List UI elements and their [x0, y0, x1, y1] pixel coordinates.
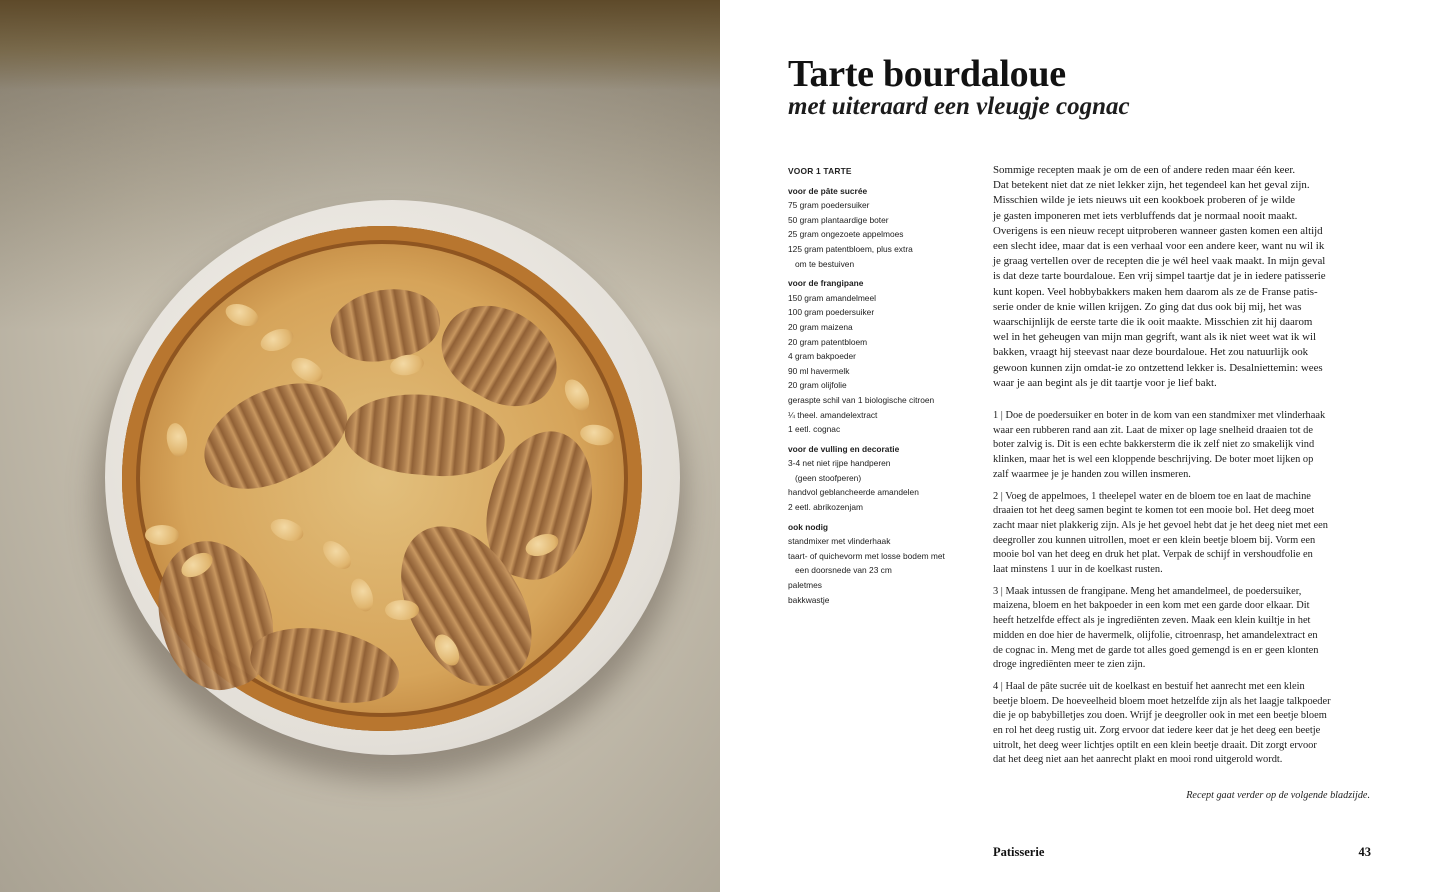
step-line: zacht maar niet plakkerig zijn. Als je het gevoel hebt dat je het deeg niet met een: [993, 519, 1328, 531]
ingredient-item: handvol geblancheerde amandelen: [788, 487, 919, 498]
step-line: uitrolt, het deeg weer lichtjes optilt en een klein beetje draait. Dit zorgt ervoor: [993, 739, 1317, 751]
step-line: 4 | Haal de pâte sucrée uit de koelkast en bestuif het aanrecht met een klein: [993, 680, 1305, 692]
intro-line: waar je aan begint als je dit taartje voor je lief bakt.: [993, 376, 1217, 389]
ingredient-item: 1 eetl. cognac: [788, 424, 841, 435]
ingredient-item: (geen stoofperen): [795, 472, 862, 483]
step-line: zalf waarmee je je handen zou willen insmeren.: [993, 468, 1191, 480]
ingredient-item: 125 gram patentbloem, plus extra: [788, 243, 913, 254]
intro-line: een slecht idee, maar dat is een verhaal voor een andere keer, want nu wil ik: [993, 240, 1325, 253]
step-line: droge ingrediënten meer te zien zijn.: [993, 659, 1146, 671]
continued-note: Recept gaat verder op de volgende bladzijde.: [1186, 790, 1370, 801]
intro-line: Overigens is een nieuw recept uitproberen wanneer gasten komen een altijd: [993, 224, 1323, 237]
ingredient-item: een doorsnede van 23 cm: [795, 565, 892, 576]
step-line: waar een rubberen rand aan zit. Laat de mixer op lage snelheid draaien tot de: [993, 424, 1313, 436]
step-line: beetje bloem. De hoeveelheid bloem moet hetzelfde zijn als het laagje talkpoeder: [993, 695, 1331, 707]
method-steps: [993, 409, 1373, 775]
ingredient-item: 50 gram plantaardige boter: [788, 214, 889, 225]
ingredient-group-title: ook nodig: [788, 521, 829, 532]
intro-line: Sommige recepten maak je om de een of andere reden maar één keer.: [993, 164, 1296, 176]
recipe-subtitle: met uiteraard een vleugje cognac: [788, 93, 1130, 120]
ingredient-item: taart- of quichevorm met losse bodem met: [788, 550, 945, 561]
ingredient-item: 4 gram bakpoeder: [788, 351, 856, 362]
step-line: heeft hetzelfde effect als je ingrediënten zeven. Maak een klein kuiltje in het: [993, 615, 1311, 627]
ingredient-item: paletmes: [788, 580, 822, 591]
ingredient-item: 2 eetl. abrikozenjam: [788, 502, 863, 513]
intro-line: gewoon kunnen zijn omdat-ie zo ontzettend lekker is. Desalniettemin: wees: [993, 361, 1323, 374]
step-line: maizena, bloem en het bakpoeder in een kom met een garde door elkaar. Dit: [993, 600, 1310, 612]
ingredient-item: 90 ml havermelk: [788, 365, 850, 376]
ingredient-item: ¼ theel. amandelextract: [788, 409, 878, 420]
recipe-page: [720, 0, 1440, 892]
intro-line: kunt kopen. Veel hobbybakkers maken hem daarom als ze de Franse patis-: [993, 285, 1318, 298]
ingredient-item: standmixer met vlinderhaak: [788, 536, 891, 547]
step-line: de cognac in. Meng met de garde tot alles goed gemengd is en er geen klonten: [993, 644, 1319, 656]
ingredients-list: [788, 164, 978, 607]
step-line: en rol het deeg rustig uit. Zorg ervoor dat iedere keer dat je het deeg een beetje: [993, 725, 1321, 737]
method-step: [993, 585, 1373, 673]
almond: [385, 600, 419, 620]
method-step: [993, 490, 1373, 578]
dried-flowers: [0, 0, 720, 90]
ingredient-item: 20 gram olijfolie: [788, 380, 847, 391]
footer-section-title: Patisserie: [993, 845, 1045, 859]
step-line: die je op babybilletjes zou doen. Wrijf je deegroller ook in met een beetje bloem: [993, 710, 1327, 722]
ingredient-item: om te bestuiven: [795, 258, 855, 269]
intro-line: waarschijnlijk de eerste tarte die ik ooit maakte. Misschien zit hij daarom: [993, 316, 1313, 329]
intro-line: is dat deze tarte bourdaloue. Een vrij simpel taartje dat je in iedere patisserie: [993, 270, 1326, 283]
ingredient-item: 20 gram patentbloem: [788, 336, 868, 347]
ingredient-item: 25 gram ongezoete appelmoes: [788, 229, 904, 240]
intro-line: wel in het geheugen van mijn man gegrift, want als ik niet weet wat ik wil: [993, 331, 1317, 344]
step-line: klinken, maar het is wel een kloppende beschrijving. De boter moet lijken op: [993, 454, 1314, 466]
step-line: 2 | Voeg de appelmoes, 1 theelepel water en de bloem toe en laat de machine: [993, 490, 1311, 502]
servings-heading: VOOR 1 TARTE: [788, 166, 852, 176]
step-line: 3 | Maak intussen de frangipane. Meng het amandelmeel, de poedersuiker,: [993, 585, 1302, 597]
step-line: boter zalvig is. Dit is een echte bakkersterm die ik zelf niet zo smakelijk vind: [993, 439, 1315, 451]
ingredient-group-title: voor de pâte sucrée: [788, 185, 868, 196]
ingredient-item: geraspte schil van 1 biologische citroen: [788, 394, 935, 405]
page-number: 43: [1358, 845, 1371, 859]
ingredient-item: 100 gram poedersuiker: [788, 307, 875, 318]
method-step: [993, 409, 1373, 483]
step-line: draaien tot het deeg samen begint te komen tot een mooie bol. Het deeg moet: [993, 505, 1315, 517]
intro-paragraph: [993, 163, 1373, 391]
step-line: midden en doe hier de havermelk, olijfolie, citroenrasp, het amandelextract en: [993, 629, 1318, 641]
ingredient-group-title: voor de frangipane: [788, 278, 864, 289]
recipe-title: Tarte bourdaloue: [788, 53, 1066, 95]
intro-line: je gasten imponeren met iets verbluffends dat je normaal nooit maakt.: [993, 209, 1298, 222]
intro-line: bakken, vraagt hij steevast naar deze bourdaloue. Het zou natuurlijk ook: [993, 346, 1309, 359]
ingredient-item: 150 gram amandelmeel: [788, 292, 876, 303]
ingredient-item: 75 gram poedersuiker: [788, 200, 870, 211]
intro-line: je graag vertellen over de recepten die je wél heel vaak maakt. In mijn geval: [993, 255, 1326, 268]
step-line: laat minstens 1 uur in de koelkast rusten.: [993, 564, 1163, 576]
step-line: deegroller zou kunnen uitrollen, moet er een klein beetje bloem bij. Vorm een: [993, 534, 1316, 546]
ingredient-group-title: voor de vulling en decoratie: [788, 443, 900, 454]
ingredient-item: bakkwastje: [788, 594, 830, 605]
method-step: [993, 680, 1373, 768]
intro-line: serie onder de knie willen krijgen. Zo ging dat dus ook bij mij, het was: [993, 300, 1302, 313]
ingredient-item: 3-4 net niet rijpe handperen: [788, 458, 891, 469]
intro-line: Dat betekent niet dat ze niet lekker zijn, het tegendeel kan het geval zijn.: [993, 179, 1310, 192]
step-line: 1 | Doe de poedersuiker en boter in de kom van een standmixer met vlinderhaak: [993, 410, 1326, 421]
intro-line: Misschien wilde je iets nieuws uit een kookboek proberen of je wilde: [993, 194, 1296, 207]
step-line: dat het deeg niet aan het aanrecht plakt en mooi rond uitgerold wordt.: [993, 754, 1283, 766]
ingredient-item: 20 gram maizena: [788, 321, 853, 332]
step-line: mooie bol van het deeg en druk het plat. Verpak de schijf in vershoudfolie en: [993, 549, 1313, 561]
almond: [145, 525, 179, 545]
